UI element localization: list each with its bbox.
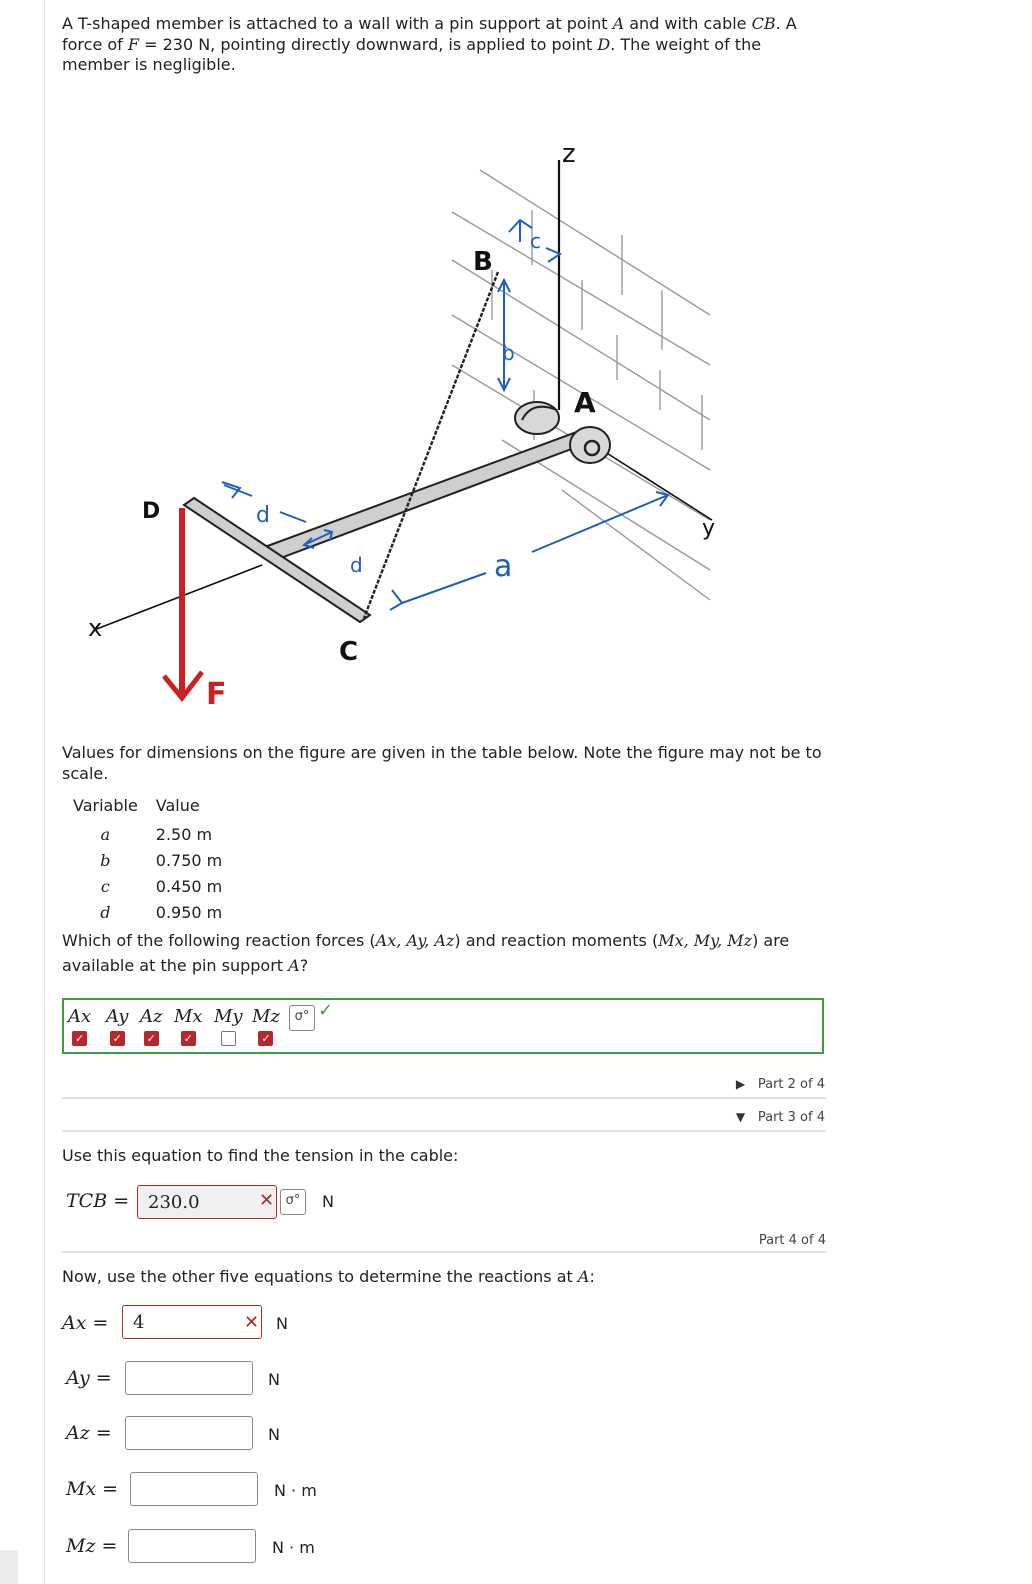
table-cell-value: 0.450 m bbox=[155, 876, 223, 896]
figure-note: Values for dimensions on the figure are given in the table below. Note the figure may not be to scale. bbox=[62, 743, 822, 783]
table-header-row bbox=[73, 795, 240, 821]
part-4-prompt bbox=[62, 1267, 595, 1286]
label-b-dim: b bbox=[502, 341, 515, 365]
checkbox-mz[interactable]: ✓ bbox=[258, 1031, 273, 1046]
wrong-x-icon: ✕ bbox=[244, 1312, 260, 1333]
label-force-f: F bbox=[206, 677, 227, 710]
table-row bbox=[73, 847, 240, 873]
table-header-variable: Variable bbox=[73, 795, 138, 815]
intro-text-1: A T-shaped member is attached to a wall with a pin support at point bbox=[62, 14, 613, 33]
checkbox-mx[interactable]: ✓ bbox=[181, 1031, 196, 1046]
table-row bbox=[73, 821, 240, 847]
member-crossbar bbox=[184, 498, 370, 622]
part-3-prompt: Use this equation to find the tension in the cable: bbox=[62, 1146, 459, 1165]
part-2-toggle[interactable] bbox=[736, 1077, 825, 1092]
intro-text-5: . The weight of the member is negligible. bbox=[62, 34, 762, 74]
checkbox-az[interactable]: ✓ bbox=[144, 1031, 159, 1046]
reaction-az[interactable] bbox=[140, 1006, 162, 1046]
reaction-ay-label: Ay bbox=[106, 1006, 129, 1027]
intro-force-f: F bbox=[127, 34, 139, 54]
t-member-figure bbox=[62, 120, 762, 710]
intro-text-4: = 230 N, pointing directly downward, is applied to point bbox=[139, 34, 598, 54]
label-x-axis: x bbox=[88, 614, 103, 642]
question-text-2: ) and reaction moments ( bbox=[454, 931, 659, 950]
part-4-label: Part 4 of 4 bbox=[758, 1233, 826, 1248]
question-forces: Ax, Ay, Az bbox=[375, 931, 455, 950]
part-2-label: Part 2 of 4 bbox=[757, 1077, 825, 1092]
table-cell-var: d bbox=[100, 902, 111, 922]
part-4-label-row bbox=[759, 1233, 826, 1248]
ax-input[interactable]: 4 bbox=[122, 1305, 262, 1339]
problem-statement bbox=[62, 14, 822, 76]
scrollbar-fragment bbox=[0, 1550, 18, 1584]
part-4-colon: : bbox=[589, 1267, 595, 1286]
table-cell-var: c bbox=[100, 876, 110, 896]
part-3-toggle[interactable] bbox=[736, 1110, 825, 1125]
az-unit: N bbox=[268, 1425, 280, 1444]
reaction-my[interactable] bbox=[214, 1006, 243, 1046]
ax-label: Ax = bbox=[62, 1312, 109, 1334]
question-text-3: ) are available at the pin support bbox=[62, 931, 790, 975]
ay-input[interactable] bbox=[125, 1361, 253, 1395]
cable-cb bbox=[364, 272, 498, 618]
reaction-mx-label: Mx bbox=[174, 1006, 203, 1027]
dimensions-table bbox=[73, 795, 240, 925]
checkbox-my[interactable] bbox=[221, 1031, 236, 1046]
mz-unit: N · m bbox=[272, 1538, 315, 1557]
key-icon[interactable]: σ° bbox=[280, 1189, 306, 1215]
label-y-axis: y bbox=[702, 516, 716, 541]
ay-symbol: Ay bbox=[66, 1367, 90, 1389]
left-rule bbox=[44, 0, 45, 1584]
checkbox-ay[interactable]: ✓ bbox=[110, 1031, 125, 1046]
table-cell-value: 0.750 m bbox=[155, 850, 223, 870]
mz-symbol: Mz bbox=[66, 1535, 96, 1557]
reaction-answer-box bbox=[62, 998, 824, 1054]
az-input[interactable] bbox=[125, 1416, 253, 1450]
label-d-dim-top: d bbox=[256, 503, 270, 528]
mx-symbol: Mx bbox=[66, 1478, 97, 1500]
intro-text-2: and with cable bbox=[624, 14, 752, 33]
divider bbox=[62, 1130, 826, 1132]
ax-symbol: Ax bbox=[62, 1312, 87, 1334]
tcb-unit: N bbox=[322, 1192, 334, 1211]
reaction-question bbox=[62, 928, 822, 978]
mx-input[interactable] bbox=[130, 1472, 258, 1506]
table-row bbox=[73, 873, 240, 899]
table-cell-var: a bbox=[100, 824, 111, 844]
ay-label: Ay = bbox=[66, 1367, 112, 1389]
reaction-ax-label: Ax bbox=[68, 1006, 92, 1027]
table-row bbox=[73, 899, 240, 925]
reaction-mx[interactable] bbox=[174, 1006, 203, 1046]
question-point-a: A bbox=[288, 956, 300, 975]
brick-wall bbox=[452, 170, 710, 600]
part-4-point-a: A bbox=[577, 1267, 590, 1286]
table-header-value: Value bbox=[155, 795, 200, 815]
mx-label: Mx = bbox=[66, 1478, 119, 1500]
x-axis bbox=[94, 565, 262, 630]
question-moments: Mx, My, Mz bbox=[658, 931, 753, 950]
table-cell-var: b bbox=[100, 850, 111, 870]
correct-check-icon: ✓ bbox=[318, 1000, 334, 1021]
table-cell-value: 2.50 m bbox=[155, 824, 213, 844]
reaction-mz-label: Mz bbox=[252, 1006, 280, 1027]
label-b-point: B bbox=[473, 247, 493, 277]
expand-triangle-icon: ▶ bbox=[735, 1077, 746, 1091]
key-icon[interactable]: σ° bbox=[289, 1005, 315, 1031]
question-text-1: Which of the following reaction forces ( bbox=[62, 931, 376, 950]
collapse-triangle-icon: ▼ bbox=[735, 1110, 746, 1124]
reaction-mz[interactable] bbox=[252, 1006, 280, 1046]
question-text-4: ? bbox=[299, 956, 309, 975]
reaction-ay[interactable] bbox=[106, 1006, 128, 1046]
label-a-dim: a bbox=[494, 549, 513, 584]
mz-input[interactable] bbox=[128, 1529, 256, 1563]
mx-unit: N · m bbox=[274, 1481, 317, 1500]
tcb-label: TCB = bbox=[66, 1190, 130, 1212]
intro-point-a: A bbox=[612, 14, 625, 33]
label-c-dim: c bbox=[530, 229, 541, 253]
wrong-x-icon: ✕ bbox=[259, 1190, 275, 1211]
table-cell-value: 0.950 m bbox=[155, 902, 223, 922]
part-4-prompt-text: Now, use the other five equations to determine the reactions at bbox=[62, 1267, 578, 1286]
tcb-input[interactable]: 230.0 bbox=[137, 1185, 277, 1219]
divider bbox=[62, 1251, 826, 1253]
tcb-symbol: TCB bbox=[66, 1190, 108, 1212]
ax-unit: N bbox=[276, 1314, 288, 1333]
ay-unit: N bbox=[268, 1370, 280, 1389]
label-d-dim-mid: d bbox=[350, 553, 363, 577]
label-c-point: C bbox=[339, 637, 359, 667]
reaction-ax[interactable] bbox=[68, 1006, 91, 1046]
checkbox-ax[interactable]: ✓ bbox=[72, 1031, 87, 1046]
divider bbox=[62, 1097, 826, 1099]
intro-text-3: . A force of bbox=[62, 14, 797, 54]
label-a-point: A bbox=[574, 386, 596, 419]
label-z-axis: z bbox=[562, 139, 576, 169]
mz-label: Mz = bbox=[66, 1535, 118, 1557]
intro-cable-cb: CB bbox=[751, 14, 776, 33]
intro-point-d: D bbox=[597, 34, 611, 54]
reaction-az-label: Az bbox=[140, 1006, 163, 1027]
az-symbol: Az bbox=[66, 1422, 90, 1444]
az-label: Az = bbox=[66, 1422, 112, 1444]
part-3-label: Part 3 of 4 bbox=[757, 1110, 825, 1125]
reaction-my-label: My bbox=[214, 1006, 243, 1027]
label-d-point: D bbox=[142, 499, 161, 524]
